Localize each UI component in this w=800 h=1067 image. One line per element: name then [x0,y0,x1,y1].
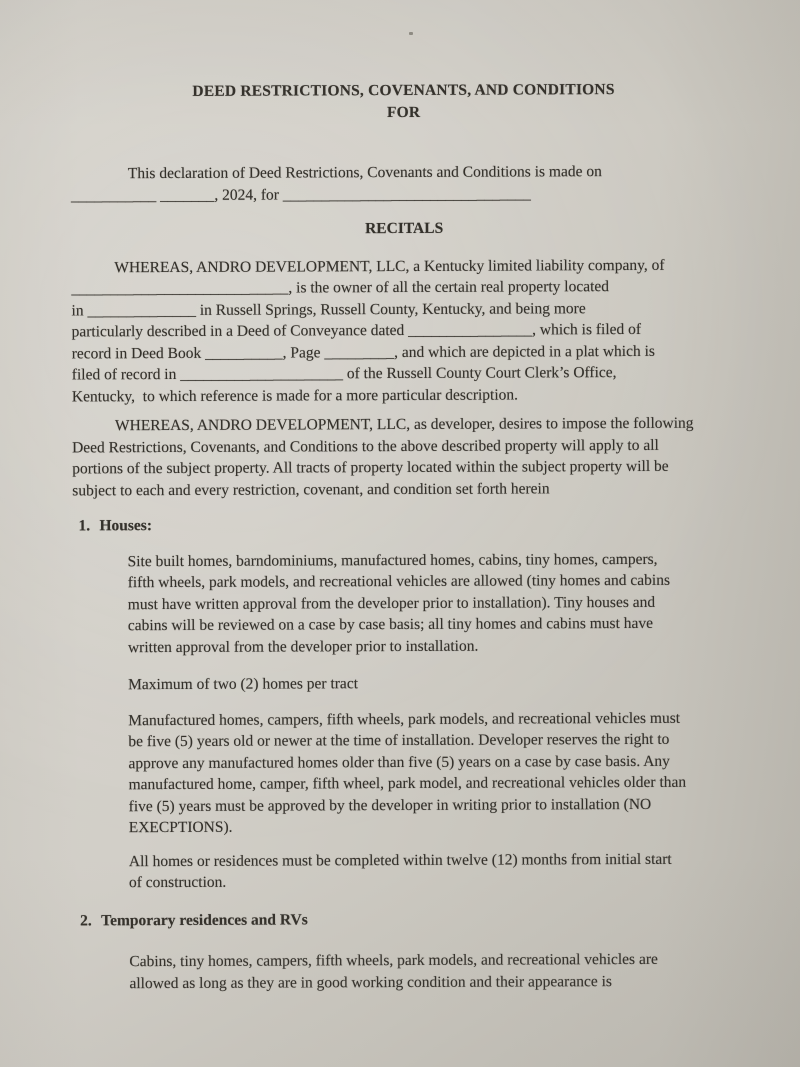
section2-paragraph-1 [129,949,740,995]
paragraph-line: portions of the subject property. All tracts of property located within the subject property will be [72,457,669,478]
paragraph-line: cabins will be reviewed on a case by case basis; all tiny homes and cabins must have [127,614,654,635]
paragraph-line: written approval from the developer prior to installation. [127,637,479,656]
recitals-heading-text: RECITALS [365,219,444,238]
section1-paragraph-4 [129,848,740,894]
paragraph-line: WHEREAS, ANDRO DEVELOPMENT, LLC, a Kentucky limited liability company, of [114,256,665,276]
section-title: Temporary residences and RVs [101,910,308,929]
section-heading-houses [72,513,738,537]
paragraph-line: allowed as long as they are in good working condition and their appearance is [129,972,612,992]
whereas-paragraph-1 [71,254,738,407]
paragraph-line-with-blanks: particularly described in a Deed of Conveyance dated ________________, which is filed of [71,320,642,341]
paragraph-line-with-blanks: ___________ _______, 2024, for ________________________________ [70,184,531,204]
title-line: FOR [386,103,421,122]
paragraph-line: Maximum of two (2) homes per tract [128,675,359,694]
section1-paragraph-2 [128,672,739,696]
page-title [70,79,736,126]
section-heading-temporary-residences [74,907,740,931]
paragraph-line: Deed Restrictions, Covenants, and Conditions to the above described property will apply to all [72,436,659,456]
paragraph-line: Site built homes, barndominiums, manufactured homes, cabins, tiny homes, campers, [127,550,658,570]
paragraph-line: This declaration of Deed Restrictions, Covenants and Conditions is made on [127,163,602,183]
paragraph-line: Kentucky, to which reference is made for a more particular description. [71,385,519,405]
paragraph-line: be five (5) years old or newer at the time of installation. Developer reserves the right to [128,730,670,751]
paragraph-line: of construction. [128,873,227,892]
section1-paragraph-3 [128,707,740,839]
paragraph-line: WHEREAS, ANDRO DEVELOPMENT, LLC, as developer, desires to impose the following [114,414,694,435]
paragraph-line-with-blanks: in ______________ in Russell Springs, Russell County, Kentucky, and being more [71,299,586,319]
recitals-heading [71,217,737,241]
section-title: Houses: [99,517,153,535]
paragraph-line: Cabins, tiny homes, campers, fifth wheels, park models, and recreational vehicles are [129,950,658,971]
paragraph-line: All homes or residences must be completed within twelve (12) months from initial start [128,850,672,870]
paragraph-line: Manufactured homes, campers, fifth wheels, park models, and recreational vehicles must [128,709,681,729]
declaration-paragraph [71,161,737,207]
paragraph-line: subject to each and every restriction, covenant, and condition set forth herein [72,479,550,499]
paragraph-line-with-blanks: record in Deed Book __________, Page _________, and which are depicted in a plat which is [71,342,655,362]
paragraph-line-with-blanks: filed of record in _____________________ of the Russell County Court Clerk’s Office, [71,364,617,384]
title-line: DEED RESTRICTIONS, COVENANTS, AND CONDITIONS [192,81,615,100]
section1-paragraph-1 [128,548,739,658]
paragraph-line: five (5) years must be approved by the developer in writing prior to installation (NO [128,795,652,815]
section-number: 2. [80,911,92,929]
section-number: 1. [78,517,91,535]
paragraph-line-with-blanks: ____________________________, is the owner of all the certain real property located [71,278,610,298]
whereas-paragraph-2 [72,413,738,502]
paragraph-line: must have written approval from the developer prior to installation). Tiny houses and [127,593,656,613]
paragraph-line: approve any manufactured homes older than five (5) years on a case by case basis. Any [128,752,670,772]
paragraph-line: fifth wheels, park models, and recreational vehicles are allowed (tiny homes and cabins [127,571,671,592]
paragraph-line: EXECPTIONS). [128,818,233,837]
paragraph-line: manufactured home, camper, fifth wheel, park model, and recreational vehicles older than [128,773,687,794]
